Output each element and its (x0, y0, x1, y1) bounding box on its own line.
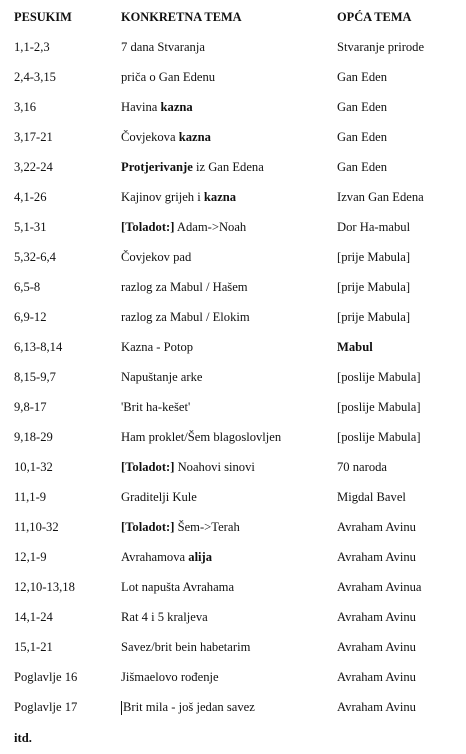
tema-text: kazna (160, 100, 193, 114)
table-row (0, 607, 466, 627)
konkretna-tema-cell (121, 607, 208, 627)
pesukim-cell: 3,16 (14, 100, 37, 114)
opca-text: Izvan Gan Edena (337, 190, 424, 204)
tema-text: Ham proklet/Šem blagoslovljen (121, 430, 282, 444)
tema-text: razlog za Mabul / Elokim (121, 310, 250, 324)
footer-note: itd. (14, 731, 32, 745)
header-konkretna-tema: KONKRETNA TEMA (121, 10, 242, 24)
opca-text: Gan Eden (337, 160, 388, 174)
opca-tema-cell (337, 367, 421, 387)
pesukim-cell: 3,22-24 (14, 160, 53, 174)
tema-text: Savez/brit bein habetarim (121, 640, 251, 654)
opca-tema-cell (337, 337, 373, 357)
pesukim-cell: 12,10-13,18 (14, 580, 75, 594)
table-row (0, 367, 466, 387)
table-row (0, 457, 466, 477)
pesukim-cell: Poglavlje 16 (14, 670, 78, 684)
header-pesukim: PESUKIM (14, 10, 72, 24)
opca-text: Avraham Avinu (337, 610, 416, 624)
pesukim-cell: 9,8-17 (14, 400, 47, 414)
table-row (0, 487, 466, 507)
konkretna-tema-cell (121, 37, 205, 57)
tema-text: Šem->Terah (174, 520, 240, 534)
konkretna-tema-cell (121, 367, 202, 387)
table-row (0, 127, 466, 147)
opca-text: [poslije Mabula] (337, 370, 421, 384)
table-row (0, 277, 466, 297)
opca-tema-cell (337, 217, 410, 237)
opca-tema-cell (337, 127, 387, 147)
tema-text: 'Brit ha-kešet' (121, 400, 191, 414)
pesukim-cell: 8,15-9,7 (14, 370, 56, 384)
konkretna-tema-cell (121, 547, 212, 567)
tema-text: Čovjekov pad (121, 250, 192, 264)
tema-text: Rat 4 i 5 kraljeva (121, 610, 208, 624)
opca-text: [prije Mabula] (337, 280, 411, 294)
pesukim-cell: 9,18-29 (14, 430, 53, 444)
opca-tema-cell (337, 607, 416, 627)
konkretna-tema-cell (121, 697, 255, 717)
konkretna-tema-cell (121, 637, 250, 657)
opca-tema-cell (337, 547, 416, 567)
opca-text: [prije Mabula] (337, 310, 411, 324)
opca-tema-cell (337, 97, 387, 117)
opca-text: Avraham Avinu (337, 670, 416, 684)
table-row (0, 577, 466, 597)
konkretna-tema-cell (121, 157, 264, 177)
opca-text: Avraham Avinu (337, 640, 416, 654)
tema-text: iz Gan Edena (192, 160, 264, 174)
opca-text: Avraham Avinua (337, 580, 422, 594)
opca-text: 70 naroda (337, 460, 388, 474)
table-row (0, 157, 466, 177)
tema-text: Kazna - Potop (121, 340, 194, 354)
konkretna-tema-cell (121, 247, 191, 267)
tema-text: razlog za Mabul / Hašem (121, 280, 248, 294)
table-row (0, 547, 466, 567)
konkretna-tema-cell (121, 277, 248, 297)
tema-text: Brit mila - još jedan savez (123, 700, 255, 714)
opca-tema-cell (337, 487, 406, 507)
tema-text: Noahovi sinovi (174, 460, 255, 474)
opca-text: Gan Eden (337, 130, 388, 144)
tema-text: kazna (178, 130, 211, 144)
table-row (0, 307, 466, 327)
opca-tema-cell (337, 667, 416, 687)
tema-text: 7 dana Stvaranja (121, 40, 205, 54)
opca-tema-cell (337, 157, 387, 177)
opca-text: Mabul (337, 340, 373, 354)
opca-text: Stvaranje prirode (337, 40, 425, 54)
opca-tema-cell (337, 277, 410, 297)
table-row (0, 337, 466, 357)
header-opca-tema: OPĆA TEMA (337, 10, 412, 24)
konkretna-tema-cell (121, 307, 250, 327)
pesukim-cell: 14,1-24 (14, 610, 53, 624)
tema-text: [Toladot:] (121, 520, 175, 534)
tema-text: [Toladot:] (121, 460, 175, 474)
konkretna-tema-cell (121, 67, 215, 87)
tema-text: Havina (121, 100, 161, 114)
tema-text: Graditelji Kule (121, 490, 197, 504)
table-row (0, 517, 466, 537)
table-row (0, 427, 466, 447)
opca-text: Avraham Avinu (337, 550, 416, 564)
opca-tema-cell (337, 187, 424, 207)
opca-tema-cell (337, 577, 422, 597)
konkretna-tema-cell (121, 457, 255, 477)
table-row (0, 97, 466, 117)
konkretna-tema-cell (121, 127, 211, 147)
tema-text: kazna (203, 190, 237, 204)
table-header (0, 7, 466, 27)
opca-tema-cell (337, 517, 416, 537)
table-row (0, 637, 466, 657)
opca-text: Avraham Avinu (337, 520, 416, 534)
pesukim-cell: 4,1-26 (14, 190, 47, 204)
opca-tema-cell (337, 457, 387, 477)
opca-text: Avraham Avinu (337, 700, 416, 714)
pesukim-cell: 5,32-6,4 (14, 250, 56, 264)
table-row (0, 217, 466, 237)
table-row (0, 397, 466, 417)
konkretna-tema-cell (121, 517, 240, 537)
pesukim-cell: 6,13-8,14 (14, 340, 63, 354)
pesukim-cell: 5,1-31 (14, 220, 47, 234)
tema-text: alija (188, 550, 213, 564)
opca-text: Dor Ha-mabul (337, 220, 411, 234)
pesukim-cell: 6,5-8 (14, 280, 41, 294)
pesukim-cell: 1,1-2,3 (14, 40, 50, 54)
text-cursor (121, 701, 122, 715)
pesukim-cell: 2,4-3,15 (14, 70, 56, 84)
table-row (0, 67, 466, 87)
opca-text: [prije Mabula] (337, 250, 411, 264)
tema-text: priča o Gan Edenu (121, 70, 216, 84)
tema-text: Napuštanje arke (121, 370, 203, 384)
pesukim-cell: 6,9-12 (14, 310, 47, 324)
konkretna-tema-cell (121, 217, 246, 237)
konkretna-tema-cell (121, 397, 190, 417)
table-row (0, 667, 466, 687)
konkretna-tema-cell (121, 487, 197, 507)
konkretna-tema-cell (121, 97, 193, 117)
opca-text: Gan Eden (337, 70, 388, 84)
opca-text: [poslije Mabula] (337, 400, 421, 414)
konkretna-tema-cell (121, 187, 236, 207)
pesukim-cell: 11,10-32 (14, 520, 59, 534)
table-row (0, 37, 466, 57)
tema-text: Kajinov grijeh i (121, 190, 204, 204)
opca-tema-cell (337, 697, 416, 717)
opca-tema-cell (337, 427, 421, 447)
opca-tema-cell (337, 307, 410, 327)
konkretna-tema-cell (121, 427, 281, 447)
tema-text: [Toladot:] (121, 220, 175, 234)
table-row (0, 187, 466, 207)
pesukim-cell: 10,1-32 (14, 460, 53, 474)
opca-tema-cell (337, 67, 387, 87)
konkretna-tema-cell (121, 337, 193, 357)
opca-tema-cell (337, 637, 416, 657)
pesukim-cell: 15,1-21 (14, 640, 53, 654)
opca-tema-cell (337, 397, 421, 417)
opca-tema-cell (337, 247, 410, 267)
opca-text: Migdal Bavel (337, 490, 406, 504)
tema-text: Avrahamova (121, 550, 189, 564)
opca-text: [poslije Mabula] (337, 430, 421, 444)
pesukim-cell: Poglavlje 17 (14, 700, 78, 714)
konkretna-tema-cell (121, 667, 219, 687)
tema-text: Protjerivanje (121, 160, 193, 174)
tema-text: Čovjekova (121, 130, 179, 144)
table-row (0, 697, 466, 717)
konkretna-tema-cell (121, 577, 234, 597)
tema-text: Jišmaelovo rođenje (121, 670, 219, 684)
pesukim-cell: 11,1-9 (14, 490, 47, 504)
table-row (0, 247, 466, 267)
tema-text: Adam->Noah (174, 220, 247, 234)
pesukim-cell: 12,1-9 (14, 550, 47, 564)
opca-tema-cell (337, 37, 424, 57)
opca-text: Gan Eden (337, 100, 388, 114)
tema-text: Lot napušta Avrahama (121, 580, 235, 594)
pesukim-cell: 3,17-21 (14, 130, 53, 144)
